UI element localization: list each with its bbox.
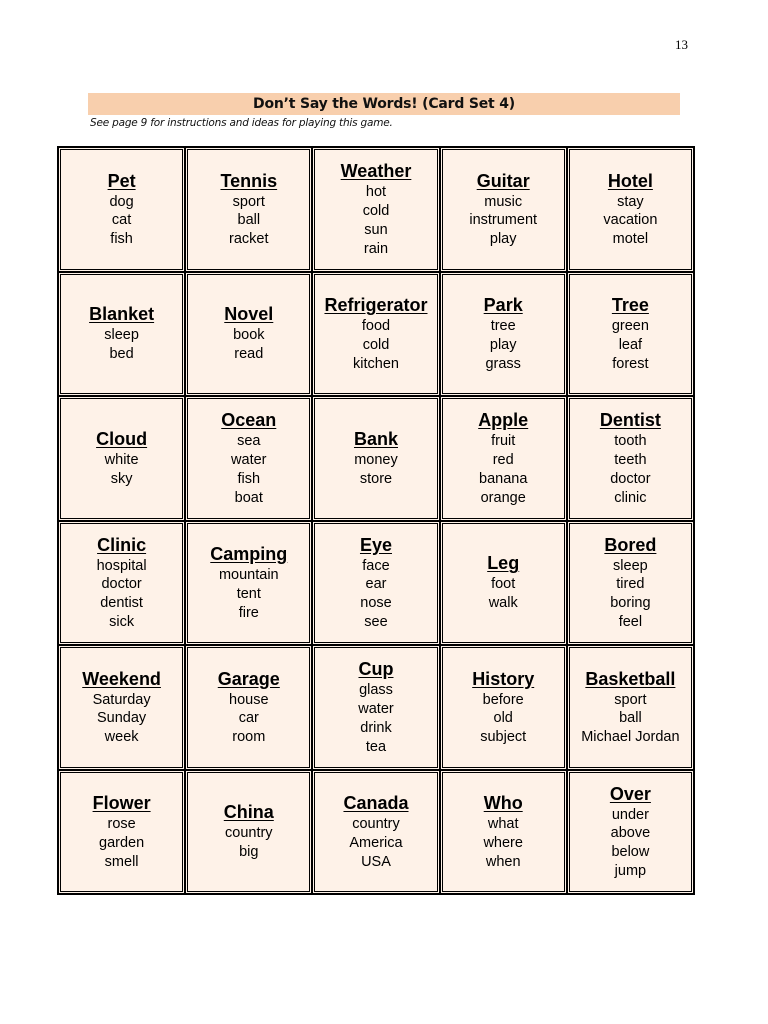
card-forbidden-word: play: [489, 231, 517, 248]
card-forbidden-word: motel: [612, 231, 649, 248]
card-forbidden-word: teeth: [614, 451, 647, 468]
card-title: Park: [483, 295, 523, 316]
word-card: [313, 397, 438, 520]
card-forbidden-word: white: [104, 451, 139, 468]
card-forbidden-word: country: [225, 825, 273, 842]
card-title: Camping: [210, 544, 288, 565]
card-forbidden-word: instrument: [469, 212, 538, 229]
card-forbidden-word: smell: [104, 853, 139, 870]
word-card: [441, 646, 566, 769]
card-title: Clinic: [97, 534, 147, 555]
card-forbidden-word: country: [352, 816, 400, 833]
card-forbidden-word: book: [233, 327, 265, 344]
card-title: Tennis: [220, 170, 278, 191]
title-bar: [88, 93, 680, 115]
card-forbidden-word: boring: [610, 595, 651, 612]
card-forbidden-word: cat: [111, 212, 132, 229]
card-title: Canada: [343, 793, 409, 814]
card-forbidden-word: drink: [360, 719, 392, 736]
card-forbidden-word: grass: [485, 355, 521, 372]
card-title: Tree: [611, 295, 649, 316]
card-forbidden-word: before: [482, 691, 524, 708]
card-forbidden-word: racket: [229, 231, 269, 248]
word-card: [313, 771, 438, 894]
card-forbidden-word: above: [610, 825, 651, 842]
card-forbidden-word: bed: [109, 346, 134, 363]
card-forbidden-word: sick: [109, 614, 135, 631]
card-forbidden-word: car: [238, 710, 259, 727]
card-forbidden-word: ball: [237, 212, 261, 229]
word-card: [59, 771, 184, 894]
card-forbidden-word: cold: [362, 336, 390, 353]
card-forbidden-word: glass: [359, 682, 393, 699]
card-title: Basketball: [585, 668, 676, 689]
word-card: [441, 397, 566, 520]
card-title: Flower: [92, 793, 151, 814]
card-forbidden-word: tent: [236, 585, 261, 602]
card-title: Refrigerator: [324, 295, 428, 316]
card-forbidden-word: kitchen: [353, 355, 399, 372]
card-forbidden-word: vacation: [603, 212, 658, 229]
card-forbidden-word: old: [493, 710, 513, 727]
word-card: [313, 646, 438, 769]
card-forbidden-word: rain: [363, 240, 389, 257]
card-title: Bored: [604, 534, 657, 555]
page-number: 13: [675, 37, 688, 52]
card-title: History: [472, 668, 535, 689]
card-forbidden-word: rose: [107, 816, 136, 833]
card-title: Blanket: [89, 304, 155, 325]
card-forbidden-word: face: [362, 557, 390, 574]
card-forbidden-word: water: [358, 700, 394, 717]
card-forbidden-word: store: [359, 470, 393, 487]
card-forbidden-word: Sunday: [97, 710, 147, 727]
card-forbidden-word: Michael Jordan: [581, 729, 680, 746]
card-forbidden-word: leaf: [618, 336, 643, 353]
card-forbidden-word: foot: [491, 576, 516, 593]
word-card: [186, 273, 311, 396]
card-forbidden-word: when: [485, 853, 521, 870]
card-forbidden-word: orange: [480, 489, 526, 506]
card-forbidden-word: garden: [99, 834, 145, 851]
word-card: [568, 148, 693, 271]
card-forbidden-word: sea: [237, 433, 261, 450]
card-title: Leg: [487, 553, 520, 574]
card-forbidden-word: tooth: [614, 433, 647, 450]
word-card: [441, 273, 566, 396]
word-card: [59, 273, 184, 396]
word-card: [59, 148, 184, 271]
word-card: [186, 646, 311, 769]
card-forbidden-word: nose: [360, 595, 392, 612]
card-forbidden-word: dentist: [100, 595, 143, 612]
card-forbidden-word: hot: [365, 184, 387, 201]
card-title: China: [223, 802, 274, 823]
card-forbidden-word: below: [611, 844, 650, 861]
card-forbidden-word: tired: [616, 576, 645, 593]
card-title: Cup: [358, 659, 394, 680]
card-forbidden-word: fruit: [491, 433, 516, 450]
word-card: [313, 522, 438, 645]
card-forbidden-word: play: [489, 336, 517, 353]
card-title: Apple: [478, 410, 529, 431]
card-title: Cloud: [96, 428, 148, 449]
word-card: [313, 273, 438, 396]
card-forbidden-word: house: [229, 691, 269, 708]
card-forbidden-word: America: [349, 834, 403, 851]
card-forbidden-word: fish: [110, 231, 133, 248]
card-forbidden-word: see: [364, 614, 388, 631]
card-forbidden-word: boat: [234, 489, 263, 506]
card-forbidden-word: food: [361, 318, 391, 335]
card-forbidden-word: where: [483, 834, 523, 851]
card-title: Hotel: [607, 170, 653, 191]
card-forbidden-word: cold: [362, 202, 390, 219]
card-forbidden-word: forest: [612, 355, 649, 372]
word-card: [59, 522, 184, 645]
word-card: [441, 522, 566, 645]
card-title: Guitar: [476, 170, 530, 191]
word-card: [568, 522, 693, 645]
card-title: Novel: [224, 304, 274, 325]
word-card: [186, 522, 311, 645]
card-forbidden-word: feel: [618, 614, 643, 631]
word-card: [59, 397, 184, 520]
card-title: Weekend: [82, 668, 161, 689]
word-card: [441, 771, 566, 894]
card-forbidden-word: red: [492, 451, 514, 468]
card-forbidden-word: ball: [619, 710, 642, 727]
card-forbidden-word: music: [484, 193, 523, 210]
card-grid: [57, 146, 695, 895]
card-forbidden-word: room: [232, 729, 266, 746]
card-forbidden-word: USA: [361, 853, 391, 870]
word-card: [568, 646, 693, 769]
word-card: [59, 646, 184, 769]
card-title: Dentist: [599, 410, 661, 431]
word-card: [186, 148, 311, 271]
card-forbidden-word: what: [487, 816, 519, 833]
card-title: Bank: [353, 428, 398, 449]
card-forbidden-word: week: [104, 729, 139, 746]
card-forbidden-word: tree: [490, 318, 516, 335]
word-card: [568, 273, 693, 396]
card-title: Pet: [107, 170, 136, 191]
card-forbidden-word: sport: [614, 691, 647, 708]
card-forbidden-word: water: [231, 451, 267, 468]
word-card: [568, 397, 693, 520]
word-card: [313, 148, 438, 271]
card-forbidden-word: ear: [365, 576, 387, 593]
card-forbidden-word: mountain: [218, 567, 279, 584]
card-forbidden-word: sleep: [613, 557, 648, 574]
card-title: Weather: [340, 161, 412, 182]
card-forbidden-word: clinic: [614, 489, 647, 506]
card-title: Who: [483, 793, 523, 814]
card-forbidden-word: fire: [238, 604, 259, 621]
word-card: [186, 397, 311, 520]
card-title: Eye: [359, 534, 392, 555]
word-card: [186, 771, 311, 894]
card-forbidden-word: green: [611, 318, 649, 335]
card-forbidden-word: under: [611, 806, 649, 823]
card-forbidden-word: doctor: [101, 576, 142, 593]
card-forbidden-word: dog: [109, 193, 134, 210]
card-forbidden-word: stay: [617, 193, 644, 210]
card-forbidden-word: sky: [110, 470, 133, 487]
card-forbidden-word: banana: [479, 470, 528, 487]
page-title: Don’t Say the Words! (Card Set 4): [253, 96, 515, 112]
card-forbidden-word: tea: [365, 738, 387, 755]
instructions-note: See page 9 for instructions and ideas for playing this game.: [90, 117, 393, 129]
card-forbidden-word: money: [354, 451, 398, 468]
card-forbidden-word: big: [239, 844, 259, 861]
card-forbidden-word: sleep: [104, 327, 139, 344]
card-forbidden-word: jump: [614, 863, 647, 880]
card-forbidden-word: Saturday: [92, 691, 151, 708]
card-forbidden-word: read: [234, 346, 264, 363]
card-title: Ocean: [221, 410, 277, 431]
card-forbidden-word: sun: [364, 221, 388, 238]
card-forbidden-word: sport: [232, 193, 265, 210]
card-forbidden-word: hospital: [96, 557, 147, 574]
word-card: [441, 148, 566, 271]
word-card: [568, 771, 693, 894]
card-forbidden-word: walk: [488, 595, 518, 612]
card-title: Over: [609, 783, 651, 804]
card-forbidden-word: fish: [237, 470, 261, 487]
card-forbidden-word: subject: [480, 729, 527, 746]
card-forbidden-word: doctor: [610, 470, 651, 487]
card-title: Garage: [217, 668, 280, 689]
